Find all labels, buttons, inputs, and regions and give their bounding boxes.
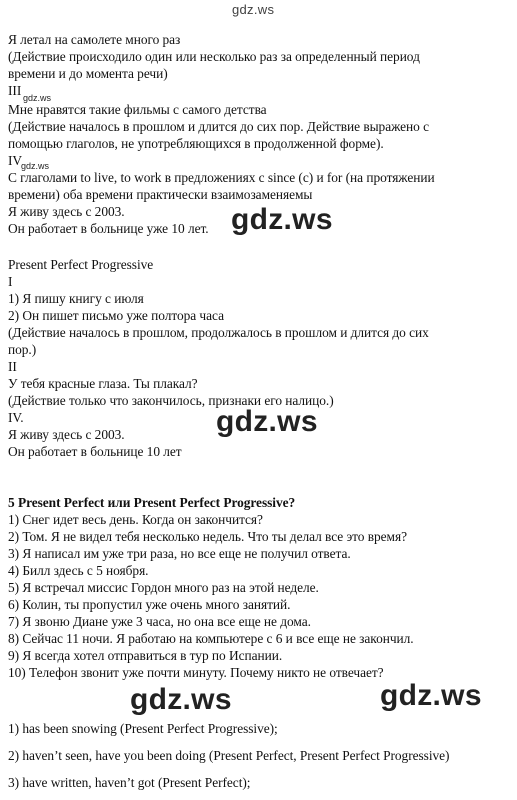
progressive-line-2: 1) Я пишу книгу с июля bbox=[8, 291, 144, 306]
watermark-large-2: gdz.ws bbox=[216, 405, 318, 438]
watermark-small-2: gdz.ws bbox=[21, 161, 50, 171]
perfect-line-8: IV bbox=[8, 153, 23, 168]
exercise-item: 2) Том. Я не видел тебя несколько недель. Что ты делал все это время? bbox=[8, 529, 407, 544]
perfect-line-10: времени) оба времени практически взаимозаменяемы bbox=[8, 187, 313, 202]
progressive-line-6: II bbox=[8, 359, 17, 374]
progressive-title: Present Perfect Progressive bbox=[8, 257, 154, 272]
progressive-line-10: Я живу здесь с 2003. bbox=[8, 427, 125, 442]
exercise-item: 5) Я встречал миссис Гордон много раз на этой неделе. bbox=[8, 580, 319, 595]
perfect-line-12: Он работает в больнице уже 10 лет. bbox=[8, 221, 209, 236]
progressive-line-11: Он работает в больнице 10 лет bbox=[8, 444, 182, 459]
progressive-line-7: У тебя красные глаза. Ты плакал? bbox=[8, 376, 198, 391]
exercise-item: 1) Снег идет весь день. Когда он закончится? bbox=[8, 512, 263, 527]
progressive-line-3: 2) Он пишет письмо уже полтора часа bbox=[8, 308, 224, 323]
perfect-line-1: Я летал на самолете много раз bbox=[8, 32, 181, 47]
watermark-top: gdz.ws bbox=[232, 2, 275, 17]
watermark-small-1: gdz.ws bbox=[23, 93, 52, 103]
answer-line-3: 3) have written, haven’t got (Present Perfect); bbox=[8, 775, 251, 790]
progressive-line-5: пор.) bbox=[8, 342, 37, 357]
answer-line-2: 2) haven’t seen, have you been doing (Present Perfect, Present Perfect Progressive) bbox=[8, 748, 450, 763]
perfect-line-7: помощью глаголов, не употребляющихся в продолженной форме). bbox=[8, 136, 384, 151]
exercise-item: 9) Я всегда хотел отправиться в тур по Испании. bbox=[8, 648, 283, 663]
exercise-item: 8) Сейчас 11 ночи. Я работаю на компьютере с 6 и все еще не закончил. bbox=[8, 631, 414, 646]
exercise-item: 4) Билл здесь с 5 ноября. bbox=[8, 563, 149, 578]
exercise-item: 7) Я звоню Диане уже 3 часа, но она все еще не дома. bbox=[8, 614, 311, 629]
perfect-line-9: С глаголами to live, to work в предложениях с since (с) и for (на протяжении bbox=[8, 170, 435, 185]
perfect-line-5: Мне нравятся такие фильмы с самого детства bbox=[8, 102, 267, 117]
watermark-large-4: gdz.ws bbox=[380, 679, 482, 712]
perfect-line-11: Я живу здесь с 2003. bbox=[8, 204, 125, 219]
exercise-item: 3) Я написал им уже три раза, но все еще не получил ответа. bbox=[8, 546, 351, 561]
perfect-line-4: III bbox=[8, 83, 22, 98]
progressive-line-9: IV. bbox=[8, 410, 24, 425]
perfect-line-3: времени и до момента речи) bbox=[8, 66, 168, 81]
perfect-line-2: (Действие происходило один или несколько раз за определенный период bbox=[8, 49, 420, 64]
perfect-line-6: (Действие началось в прошлом и длится до сих пор. Действие выражено с bbox=[8, 119, 429, 134]
exercise-item: 6) Колин, ты пропустил уже очень много занятий. bbox=[8, 597, 291, 612]
progressive-line-1: I bbox=[8, 274, 13, 289]
watermark-large-3: gdz.ws bbox=[130, 683, 232, 716]
exercise-heading: 5 Present Perfect или Present Perfect Progressive? bbox=[8, 495, 296, 510]
progressive-line-8: (Действие только что закончилось, признаки его налицо.) bbox=[8, 393, 334, 408]
answer-line-1: 1) has been snowing (Present Perfect Progressive); bbox=[8, 721, 278, 736]
progressive-line-4: (Действие началось в прошлом, продолжалось в прошлом и длится до сих bbox=[8, 325, 429, 340]
exercise-item: 10) Телефон звонит уже почти минуту. Почему никто не отвечает? bbox=[8, 665, 384, 680]
watermark-large-1: gdz.ws bbox=[231, 203, 333, 236]
